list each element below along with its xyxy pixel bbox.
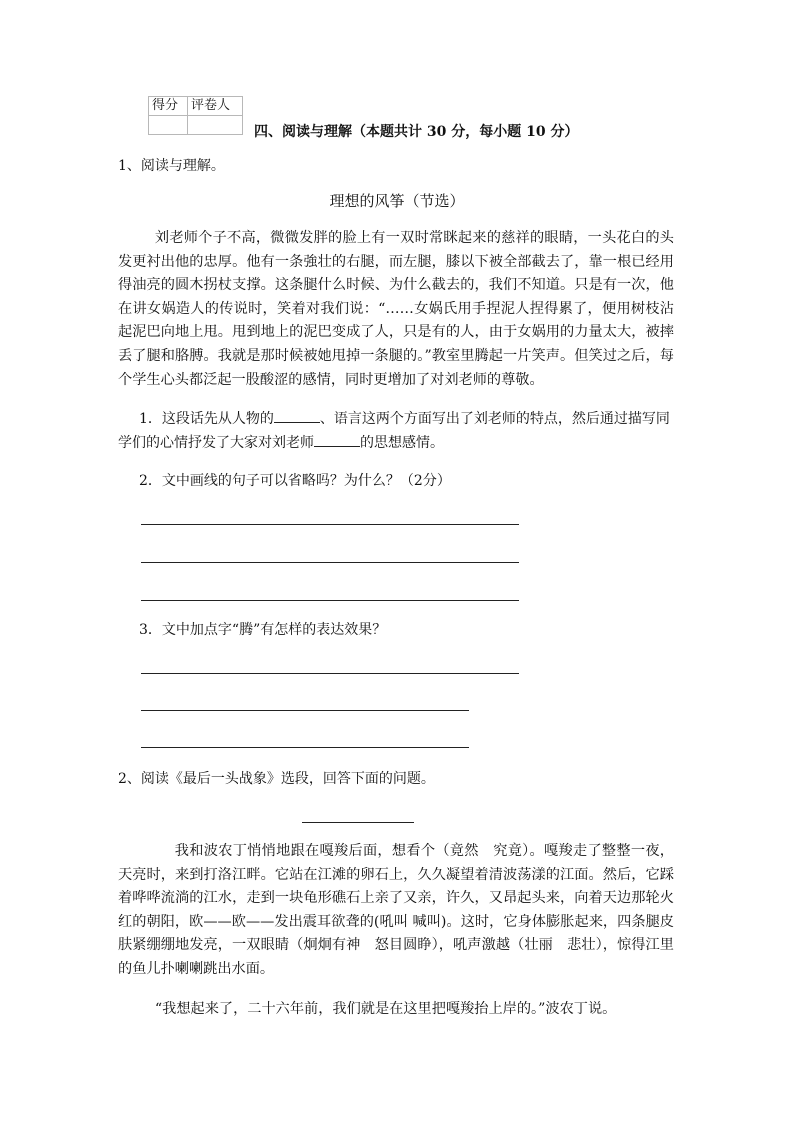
score-cell [149, 116, 188, 135]
answer-line[interactable] [141, 600, 519, 601]
title-blank-line[interactable] [302, 822, 414, 823]
answer-line[interactable] [141, 562, 519, 563]
grader-label: 评卷人 [188, 97, 243, 116]
sub-question-2: 2．文中画线的句子可以省略吗？为什么？（2分） [139, 473, 451, 489]
section-title: 四、阅读与理解（本题共计 30 分，每小题 10 分） [254, 124, 579, 140]
answer-line[interactable] [141, 747, 469, 748]
question-1-heading: 1、阅读与理解。 [118, 158, 225, 174]
answer-line[interactable] [141, 673, 519, 674]
answer-line[interactable] [141, 524, 519, 525]
sub-question-1-part-c: 的思想感情。 [360, 434, 444, 451]
fill-blank-2[interactable] [314, 432, 360, 447]
sub-question-3: 3．文中加点字“腾”有怎样的表达效果？ [139, 622, 387, 638]
fill-blank-1[interactable] [274, 408, 320, 423]
question-2-heading: 2、阅读《最后一头战象》选段，回答下面的问题。 [118, 771, 435, 787]
passage-1: 刘老师个子不高，微微发胖的脸上有一双时常眯起来的慈祥的眼睛，一头花白的头发更衬出他的忠厚。他有一条強壮的右腿，而左腿，膝以下被全部截去了，靠一根已经用得油亮的圆木拐杖支撑。这条腿什么时候、为什么截去的，我们不知道。只是有一次，他在讲女娲造人的传说时，笑着对我们说：“……女娲氏用手捏泥人捏得累了，便用树枝沾起泥巴向地上甩。甩到地上的泥巴变成了人，只是有的人，由于女娲用的力量太大，被摔丢了腿和胳膊。我就是那时候被她甩掉一条腿的。”教室里腾起一片笑声。但笑过之后，每个学生心头都泛起一股酸涩的感情，同时更增加了对刘老师的尊敬。 [118, 230, 674, 388]
score-table [148, 96, 243, 135]
grader-cell [188, 116, 243, 135]
score-label: 得分 [149, 97, 188, 116]
answer-line[interactable] [141, 710, 469, 711]
sub-question-1 [118, 408, 674, 455]
passage-2: 我和波农丁悄悄地跟在嘎羧后面，想看个（竟然 究竟）。嘎羧走了整整一夜，天亮时，来到打洛江畔。它站在江滩的卵石上，久久凝望着清波荡漾的江面。然后，它踩着哗哗流淌的江水，走到一块龟形礁石上亲了又亲，许久，又昂起头来，向着天边那轮火红的朝阳，欧——欧——发出震耳欲聋的(吼叫 喊叫)。这时，它身体膨胀起来，四条腿皮肤紧绷绷地发亮，一双眼睛（炯炯有神 怒目圆睁），吼声激越（壮丽 悲壮），惊得江里的鱼儿扑喇喇跳出水面。 [118, 843, 674, 977]
passage-title: 理想的风筝（节选） [329, 192, 465, 210]
passage-2-quote: “我想起来了，二十六年前，我们就是在这里把嘎羧抬上岸的。”波农丁说。 [154, 1001, 617, 1017]
sub-question-1-part-b: 、语言这两个方面写出了刘老师的特点，然后通过描写同学们的心情抒发了大家对刘老师 [118, 411, 670, 451]
sub-question-1-part-a: 1．这段话先从人物的 [139, 411, 274, 427]
